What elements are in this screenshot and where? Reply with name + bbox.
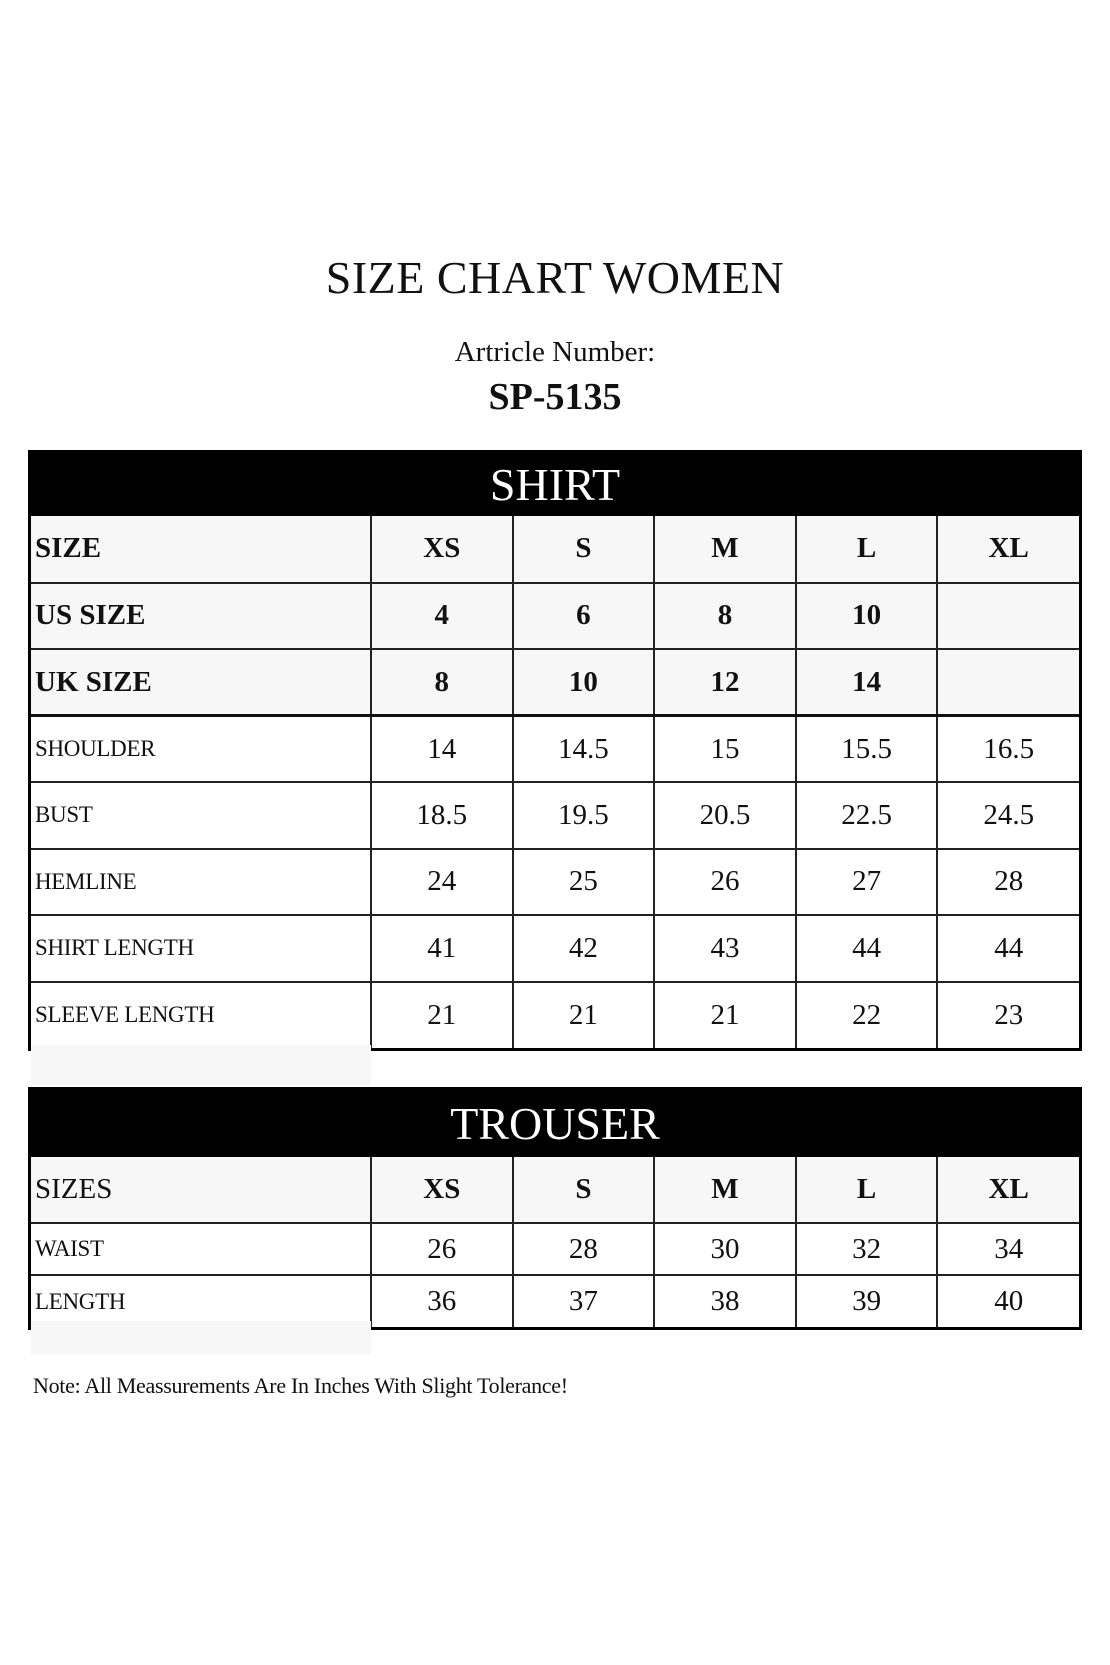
table-cell: 24.5 (937, 782, 1079, 849)
trouser-heading: TROUSER (31, 1090, 1079, 1157)
shirt-size-row (31, 516, 1079, 583)
table-cell: 16.5 (937, 716, 1079, 783)
trouser-size-s: S (513, 1157, 655, 1223)
uk-size-cell: 10 (513, 649, 655, 716)
table-cell: 19.5 (513, 782, 655, 849)
table-cell: 15.5 (796, 716, 938, 783)
table-cell: 28 (513, 1223, 655, 1275)
uk-size-cell: 12 (654, 649, 796, 716)
shirt-size-table (28, 450, 1082, 1051)
row-label: WAIST (31, 1223, 371, 1275)
row-label: LENGTH (31, 1275, 371, 1327)
table-cell: 38 (654, 1275, 796, 1327)
table-cell: 22 (796, 982, 938, 1049)
bust-row (31, 782, 1079, 849)
table-cell: 40 (937, 1275, 1079, 1327)
uk-size-label: UK SIZE (31, 649, 371, 716)
shirt-heading: SHIRT (31, 453, 1079, 516)
table-cell: 36 (371, 1275, 513, 1327)
trouser-size-table (28, 1087, 1082, 1330)
shoulder-row (31, 716, 1079, 783)
table-cell: 26 (371, 1223, 513, 1275)
row-label: SHOULDER (31, 716, 371, 783)
row-label: SLEEVE LENGTH (31, 982, 371, 1049)
trouser-size-xs: XS (371, 1157, 513, 1223)
uk-size-cell: 8 (371, 649, 513, 716)
decorative-spacer (31, 1045, 371, 1085)
waist-row (31, 1223, 1079, 1275)
row-label: SHIRT LENGTH (31, 915, 371, 982)
shirt-size-label: SIZE (31, 516, 371, 583)
trouser-size-xl: XL (937, 1157, 1079, 1223)
table-cell: 42 (513, 915, 655, 982)
shirt-length-row (31, 915, 1079, 982)
table-cell: 23 (937, 982, 1079, 1049)
uk-size-row (31, 649, 1079, 716)
table-cell: 39 (796, 1275, 938, 1327)
uk-size-cell (937, 649, 1079, 716)
table-cell: 41 (371, 915, 513, 982)
measurement-note: Note: All Meassurements Are In Inches With Slight Tolerance! (33, 1373, 568, 1398)
us-size-cell: 8 (654, 583, 796, 650)
hemline-row (31, 849, 1079, 916)
us-size-label: US SIZE (31, 583, 371, 650)
article-number-label: Artricle Number: (454, 336, 656, 368)
table-cell: 34 (937, 1223, 1079, 1275)
table-cell: 44 (937, 915, 1079, 982)
table-cell: 32 (796, 1223, 938, 1275)
shirt-size-m: M (654, 516, 796, 583)
us-size-cell: 6 (513, 583, 655, 650)
table-cell: 43 (654, 915, 796, 982)
table-cell: 44 (796, 915, 938, 982)
us-size-cell: 4 (371, 583, 513, 650)
table-cell: 27 (796, 849, 938, 916)
table-cell: 21 (371, 982, 513, 1049)
trouser-size-m: M (654, 1157, 796, 1223)
trouser-sizes-label: SIZES (31, 1157, 371, 1223)
table-cell: 15 (654, 716, 796, 783)
shirt-size-l: L (796, 516, 938, 583)
table-cell: 26 (654, 849, 796, 916)
decorative-spacer (31, 1321, 371, 1354)
table-cell: 25 (513, 849, 655, 916)
table-cell: 20.5 (654, 782, 796, 849)
table-cell: 24 (371, 849, 513, 916)
us-size-cell (937, 583, 1079, 650)
table-cell: 22.5 (796, 782, 938, 849)
row-label: HEMLINE (31, 849, 371, 916)
row-label: BUST (31, 782, 371, 849)
shirt-size-xs: XS (371, 516, 513, 583)
trouser-size-l: L (796, 1157, 938, 1223)
table-cell: 21 (654, 982, 796, 1049)
trouser-size-row (31, 1157, 1079, 1223)
table-cell: 30 (654, 1223, 796, 1275)
table-cell: 21 (513, 982, 655, 1049)
us-size-row (31, 583, 1079, 650)
table-cell: 28 (937, 849, 1079, 916)
article-number: SP-5135 (488, 376, 622, 418)
shirt-size-s: S (513, 516, 655, 583)
table-cell: 14.5 (513, 716, 655, 783)
uk-size-cell: 14 (796, 649, 938, 716)
trouser-table (31, 1157, 1079, 1327)
shirt-table (31, 516, 1079, 1048)
page-title: SIZE CHART WOMEN (325, 252, 785, 303)
length-row (31, 1275, 1079, 1327)
table-cell: 18.5 (371, 782, 513, 849)
shirt-size-xl: XL (937, 516, 1079, 583)
us-size-cell: 10 (796, 583, 938, 650)
sleeve-length-row (31, 982, 1079, 1049)
table-cell: 37 (513, 1275, 655, 1327)
table-cell: 14 (371, 716, 513, 783)
